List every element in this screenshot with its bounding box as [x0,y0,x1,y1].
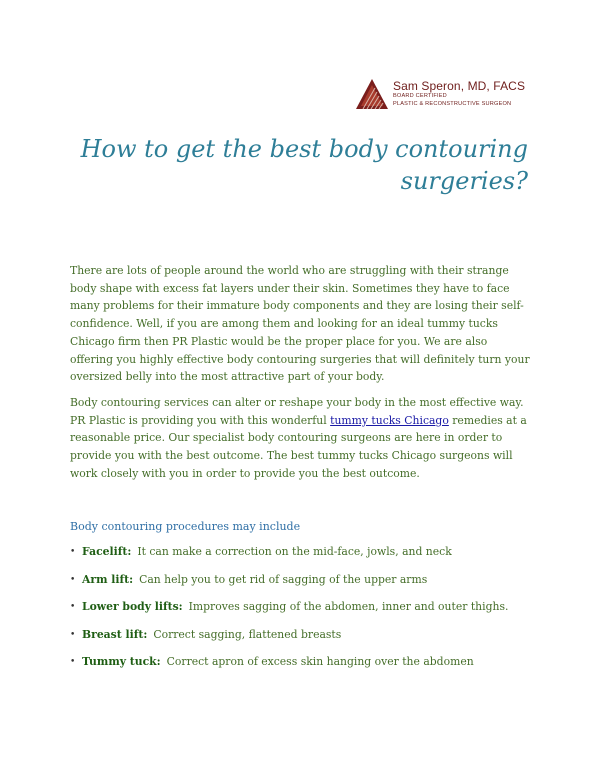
procedure-term: Facelift: [82,545,132,558]
bullet-icon: • [70,547,76,557]
page-title: How to get the best body contouring surgeries? [80,135,528,195]
bullet-icon: • [70,602,76,612]
procedure-term: Tummy tuck: [82,655,161,668]
pyramid-logo-icon [355,76,389,112]
logo-name: Sam Speron, MD, FACS [393,79,526,94]
procedures-list [70,545,508,683]
procedure-desc: Correct sagging, flattened breasts [153,627,342,641]
services-paragraph [70,394,532,483]
procedure-desc: Correct apron of excess skin hanging over the abdomen [166,655,474,668]
bullet-icon: • [70,629,76,640]
tummy-tucks-chicago-link[interactable]: tummy tucks Chicago [330,413,449,427]
list-item-tummy-tuck [70,655,508,683]
bullet-icon: • [70,657,76,667]
logo-line1: BOARD CERTIFIED [393,93,447,100]
bullet-icon: • [70,574,76,585]
services-text-after: remedies at a reasonable price. Our specialist body contouring surgeons are here in order to provide you with the best outcome. The best tummy tucks Chicago surgeons will work closely with you in order to provide you the best outcome. [70,413,527,480]
procedure-desc: Improves sagging of the abdomen, inner and outer thighs. [188,600,509,613]
list-item-lower-body-lifts [70,600,508,628]
procedure-desc: It can make a correction on the mid-face, jowls, and neck [137,545,452,558]
list-item-arm-lift [70,573,508,601]
sam-speron-logo [355,76,531,112]
procedure-desc: Can help you to get rid of sagging of the upper arms [139,572,428,586]
procedure-term: Breast lift: [82,627,148,641]
intro-paragraph: There are lots of people around the world who are struggling with their strange body shape with excess fat layers under their skin. Sometimes they have to face many problems for their immature body components and they are losing their self-confidence. Well, if you are among them and looking for an ideal tummy tucks Chicago firm then PR Plastic would be the proper place for you. We are also offering you highly effective body contouring surgeries that will definitely turn your oversized belly into the most attractive part of your body. [70,264,530,384]
list-item-facelift [70,545,508,573]
list-item-breast-lift [70,628,508,656]
services-text-before: Body contouring services can alter or reshape your body in the most effective way. PR Plastic is providing you with this wonderful [70,396,524,427]
logo-line2: PLASTIC & RECONSTRUCTIVE SURGEON [393,101,512,107]
procedures-heading: Body contouring procedures may include [70,520,301,533]
procedure-term: Arm lift: [82,572,134,586]
procedure-term: Lower body lifts: [82,600,183,613]
